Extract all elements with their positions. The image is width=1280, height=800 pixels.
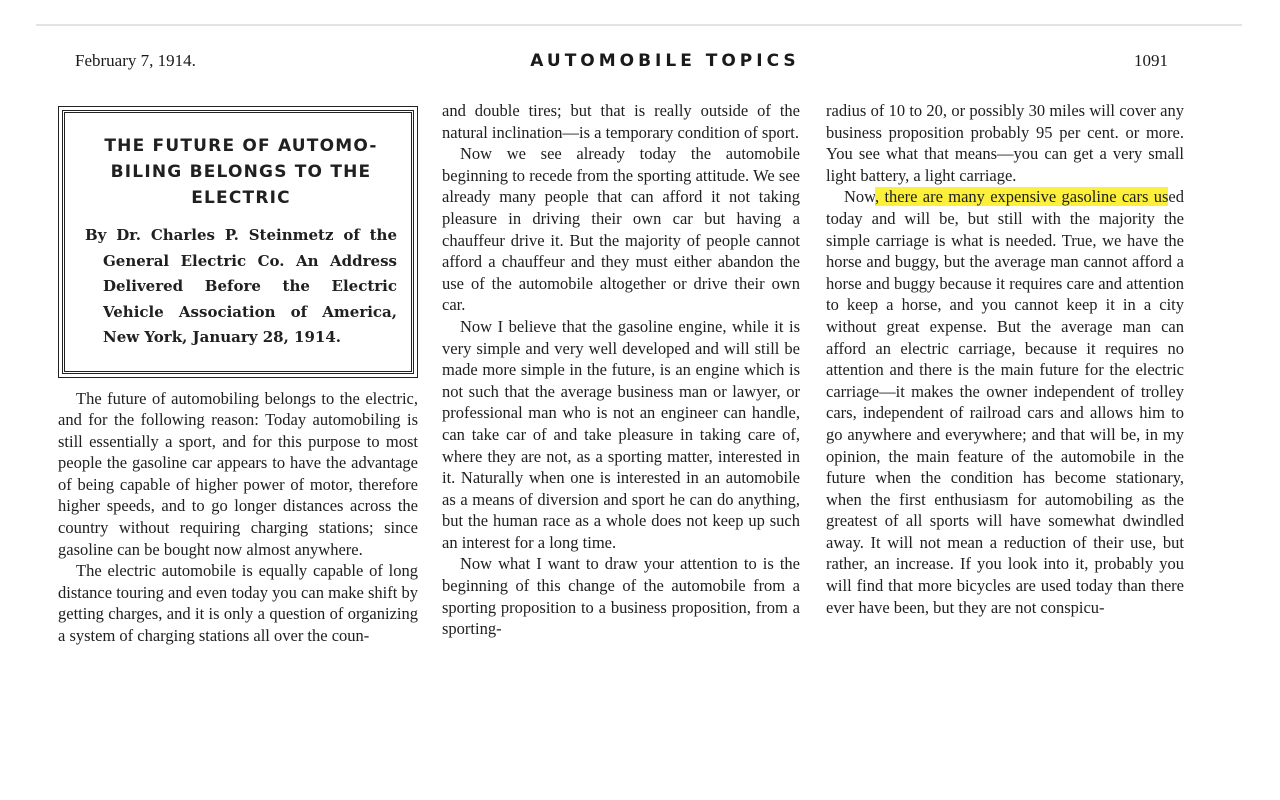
article-title-box — [62, 110, 414, 374]
masthead: AUTOMOBILE TOPICS — [530, 51, 800, 71]
column-2 — [442, 100, 800, 640]
crop-edge — [0, 736, 1280, 800]
page-header — [75, 50, 1168, 72]
paragraph-start: Now — [844, 187, 876, 207]
paragraph: The future of automobiling belongs to the electric, and for the following reason: Today automobiling is still essentially a sport, and for this purpose to most people the gasoline car appears to have the advantage of being capable of higher power of motor, therefore higher speeds, and to go longer distances across the country without requiring charging stations; since gasoline can be bought now almost anywhere. — [58, 388, 418, 559]
paragraph: Now I believe that the gasoline engine, while it is very simple and very well developed and will still be made more simple in the future, is an engine which is not such that the average business man or lawyer, or professional man who is not an engineer can handle, can take car of and take pleasure in taking care of, where they are not, as a sporting matter, interested in it. Naturally when one is interested in an automobile as a means of diversion and sport he can do anything, but the human race as a whole does not keep up such an interest for a long time. — [442, 316, 800, 552]
highlighted-text[interactable]: , there are many expensive gasoline cars us — [875, 187, 1169, 207]
paragraph: radius of 10 to 20, or possibly 30 miles will cover any business proposition probably 95 per cent. or more. You see what that means—you can get a very small light battery, a light carriage. — [826, 101, 1184, 185]
top-divider — [36, 24, 1242, 26]
article-byline: By Dr. Charles P. Steinmetz of the General Electric Co. An Address Delivered Before the Electric Vehicle Association of America, New York, January 28, 1914. — [85, 226, 397, 346]
issue-date: February 7, 1914. — [75, 51, 196, 70]
column-3 — [826, 100, 1184, 618]
paragraph: Now we see already today the automobile beginning to recede from the sporting attitude. We see already many people that can afford it not taking pleasure in driving their own car but having a chauffeur drive it. But the majority of people cannot afford a chauffeur and they must either abandon the use of the automobile altogether or drive their own car. — [442, 144, 800, 315]
column-1 — [58, 100, 418, 647]
paragraph: The electric automobile is equally capable of long distance touring and even today you can make shift by getting charges, and it is only a question of organizing a system of charging stations all over the coun- — [58, 561, 418, 646]
page-number: 1091 — [1134, 51, 1168, 70]
article-title: THE FUTURE OF AUTOMO-BILING BELONGS TO THE ELECTRIC — [104, 136, 378, 208]
paragraph — [826, 186, 1184, 618]
paragraph: Now what I want to draw your attention to is the beginning of this change of the automobile from a sporting proposition to a business proposition, from a sporting- — [442, 554, 800, 639]
paragraph-rest: ed today and will be, but still with the majority the simple carriage is what is needed. True, we have the horse and buggy, but the average man cannot afford a horse and buggy because it requires care and attention to keep a horse, and you cannot keep it in a city without great expense. But the average man can afford an electric carriage, because it requires no attention and there is the main future for the electric carriage—it makes the owner independent of trolley cars, independent of railroad cars and allows him to go anywhere and everywhere; and that will be, in my opinion, the main feature of the automobile in the future when the condition has become stationary, when the first enthusiasm for automobiling as the greatest of all sports will have somewhat dwindled away. It will not mean a reduction of their use, but rather, an increase. If you look into it, probably you will find that more bicycles are used today than there ever have been, but they are not conspicu- — [826, 187, 1184, 617]
paragraph: and double tires; but that is really outside of the natural inclination—is a temporary condition of sport. — [442, 101, 800, 142]
